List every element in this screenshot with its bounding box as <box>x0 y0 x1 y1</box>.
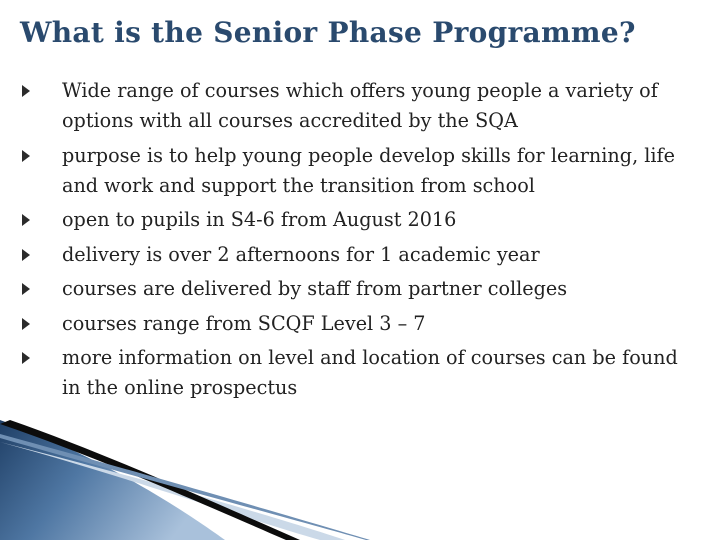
triangle-right-icon <box>22 352 30 364</box>
bullet-text: delivery is over 2 afternoons for 1 academic year <box>62 242 540 266</box>
list-item <box>22 76 702 136</box>
corner-swoosh-decoration <box>0 420 720 540</box>
slide-title: What is the Senior Phase Programme? <box>20 16 636 49</box>
swoosh-blue-band <box>0 420 225 540</box>
triangle-right-icon <box>22 318 30 330</box>
list-item <box>22 309 702 339</box>
triangle-right-icon <box>22 249 30 261</box>
list-item <box>22 205 702 235</box>
bullet-text: Wide range of courses which offers young people a variety of options with all courses accredited by the SQA <box>62 79 658 132</box>
bullet-text: courses range from SCQF Level 3 – 7 <box>62 311 426 335</box>
bullet-list <box>22 76 702 408</box>
triangle-right-icon <box>22 85 30 97</box>
bullet-text: courses are delivered by staff from partner colleges <box>62 277 568 300</box>
bullet-text: purpose is to help young people develop skills for learning, life and work and support the transition from school <box>62 143 675 197</box>
triangle-right-icon <box>22 150 30 162</box>
list-item <box>22 343 702 403</box>
triangle-right-icon <box>22 214 30 226</box>
list-item <box>22 274 702 304</box>
list-item <box>22 240 702 270</box>
bullet-text: open to pupils in S4-6 from August 2016 <box>62 208 457 231</box>
list-item <box>22 141 702 201</box>
triangle-right-icon <box>22 283 30 295</box>
bullet-text: more information on level and location of courses can be found in the online prospectus <box>62 346 678 399</box>
